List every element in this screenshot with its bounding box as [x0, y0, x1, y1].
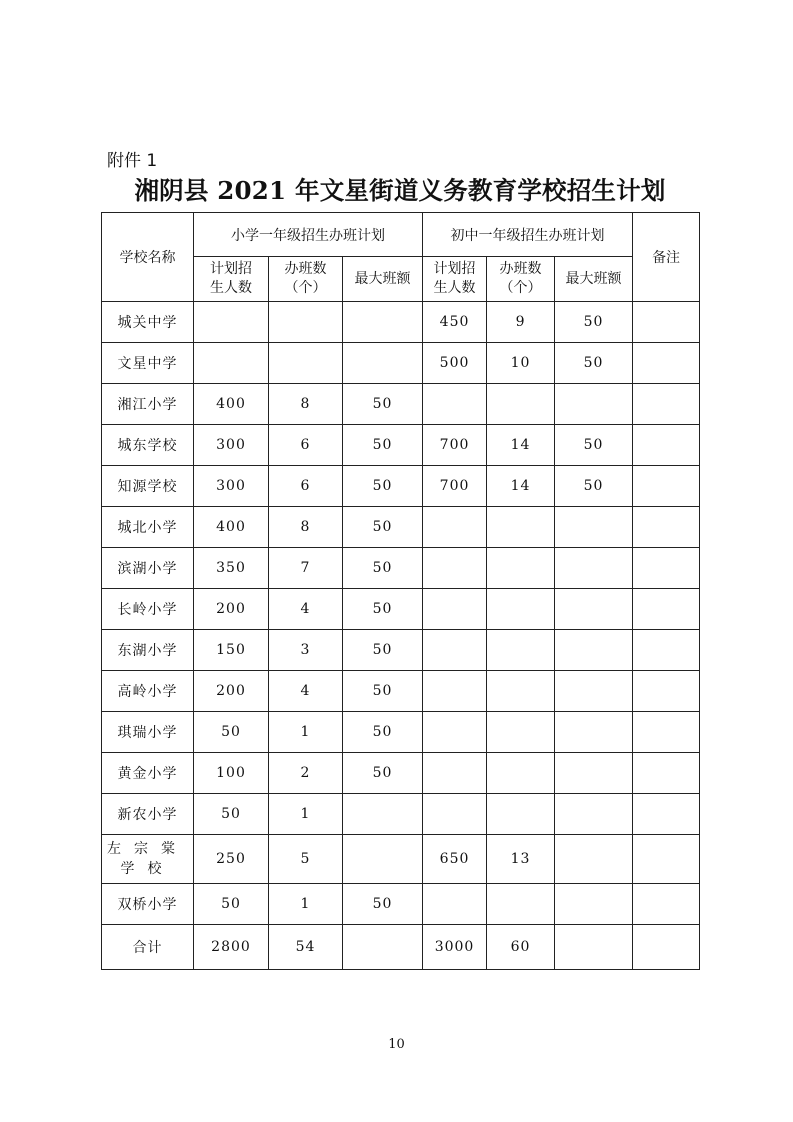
primary-max-cell: 50 — [343, 384, 423, 425]
junior-classes-cell — [487, 589, 555, 630]
remarks-cell — [633, 794, 700, 835]
total-row — [102, 925, 700, 970]
primary-planned-cell: 200 — [194, 671, 269, 712]
junior-classes-cell: 10 — [487, 343, 555, 384]
remarks-cell — [633, 925, 700, 970]
junior-classes-cell — [487, 671, 555, 712]
primary-classes-cell — [269, 302, 343, 343]
junior-max-cell: 50 — [555, 343, 633, 384]
table-row — [102, 884, 700, 925]
primary-classes-cell: 5 — [269, 835, 343, 884]
school-name-cell: 琪瑞小学 — [102, 712, 194, 753]
junior-max-cell: 50 — [555, 425, 633, 466]
primary-planned-header — [194, 257, 269, 302]
remarks-cell — [633, 302, 700, 343]
junior-max-cell — [555, 630, 633, 671]
school-name-cell: 知源学校 — [102, 466, 194, 507]
school-name-cell: 新农小学 — [102, 794, 194, 835]
remarks-cell — [633, 507, 700, 548]
header-row-group — [102, 213, 700, 257]
junior-classes-cell: 14 — [487, 425, 555, 466]
table-row — [102, 384, 700, 425]
junior-planned-cell: 450 — [423, 302, 487, 343]
primary-classes-cell — [269, 343, 343, 384]
table-row — [102, 753, 700, 794]
school-name-cell: 文星中学 — [102, 343, 194, 384]
header-text: （个） — [284, 280, 327, 296]
primary-classes-cell: 1 — [269, 712, 343, 753]
junior-max-cell: 50 — [555, 466, 633, 507]
junior-planned-cell: 650 — [423, 835, 487, 884]
primary-max-cell — [343, 343, 423, 384]
header-text: 办班数 — [499, 261, 542, 277]
header-text: 生人数 — [210, 280, 252, 296]
primary-classes-cell: 3 — [269, 630, 343, 671]
junior-planned-cell — [423, 548, 487, 589]
primary-classes-cell: 6 — [269, 466, 343, 507]
school-name-cell: 滨湖小学 — [102, 548, 194, 589]
junior-classes-cell: 60 — [487, 925, 555, 970]
junior-group-header: 初中一年级招生办班计划 — [423, 213, 633, 257]
junior-planned-cell — [423, 630, 487, 671]
junior-max-cell — [555, 548, 633, 589]
primary-classes-cell: 54 — [269, 925, 343, 970]
remarks-cell — [633, 712, 700, 753]
primary-max-cell: 50 — [343, 507, 423, 548]
header-text: 计划招 — [433, 261, 476, 277]
junior-classes-cell: 14 — [487, 466, 555, 507]
primary-planned-cell — [194, 302, 269, 343]
remarks-cell — [633, 671, 700, 712]
school-name-cell: 湘江小学 — [102, 384, 194, 425]
primary-classes-cell: 1 — [269, 794, 343, 835]
primary-planned-cell: 150 — [194, 630, 269, 671]
remarks-cell — [633, 343, 700, 384]
junior-planned-cell: 3000 — [423, 925, 487, 970]
primary-planned-cell: 250 — [194, 835, 269, 884]
remarks-cell — [633, 548, 700, 589]
junior-max-cell — [555, 794, 633, 835]
table-row — [102, 425, 700, 466]
school-name-cell: 合计 — [102, 925, 194, 970]
page-number: 10 — [388, 1037, 405, 1052]
school-name-cell: 黄金小学 — [102, 753, 194, 794]
primary-planned-cell: 50 — [194, 712, 269, 753]
primary-classes-cell: 2 — [269, 753, 343, 794]
junior-max-cell — [555, 835, 633, 884]
primary-max-cell: 50 — [343, 630, 423, 671]
primary-max-cell — [343, 925, 423, 970]
enrollment-plan-table — [101, 212, 700, 970]
junior-classes-cell: 9 — [487, 302, 555, 343]
primary-classes-cell: 1 — [269, 884, 343, 925]
school-name-cell: 长岭小学 — [102, 589, 194, 630]
header-text: 生人数 — [433, 280, 476, 296]
primary-max-cell — [343, 835, 423, 884]
junior-classes-cell — [487, 884, 555, 925]
junior-max-cell — [555, 589, 633, 630]
school-name-cell: 东湖小学 — [102, 630, 194, 671]
remarks-cell — [633, 884, 700, 925]
junior-planned-cell — [423, 589, 487, 630]
primary-max-cell — [343, 302, 423, 343]
junior-planned-cell — [423, 884, 487, 925]
school-name-header: 学校名称 — [102, 213, 194, 302]
header-text: （个） — [499, 280, 542, 296]
primary-max-cell: 50 — [343, 712, 423, 753]
remarks-cell — [633, 753, 700, 794]
primary-planned-cell: 200 — [194, 589, 269, 630]
primary-max-cell: 50 — [343, 589, 423, 630]
junior-classes-cell — [487, 548, 555, 589]
primary-max-cell: 50 — [343, 548, 423, 589]
table-row — [102, 466, 700, 507]
junior-planned-cell — [423, 712, 487, 753]
header-text: 计划招 — [210, 261, 252, 277]
junior-planned-cell — [423, 671, 487, 712]
primary-planned-cell: 50 — [194, 794, 269, 835]
junior-classes-cell — [487, 384, 555, 425]
primary-max-cell: 50 — [343, 753, 423, 794]
primary-planned-cell: 50 — [194, 884, 269, 925]
remarks-cell — [633, 835, 700, 884]
header-text: 办班数 — [284, 261, 327, 277]
junior-max-header: 最大班额 — [555, 257, 633, 302]
junior-planned-cell — [423, 794, 487, 835]
remarks-cell — [633, 384, 700, 425]
junior-planned-header — [423, 257, 487, 302]
table-row — [102, 507, 700, 548]
junior-classes-cell — [487, 630, 555, 671]
document-title: 湘阴县 2021 年文星街道义务教育学校招生计划 — [134, 176, 666, 205]
table-row — [102, 671, 700, 712]
table-row — [102, 548, 700, 589]
primary-classes-cell: 4 — [269, 589, 343, 630]
primary-planned-cell: 400 — [194, 384, 269, 425]
table-row — [102, 712, 700, 753]
junior-classes-cell — [487, 507, 555, 548]
primary-planned-cell: 300 — [194, 425, 269, 466]
primary-max-cell: 50 — [343, 466, 423, 507]
junior-max-cell — [555, 507, 633, 548]
table-row — [102, 630, 700, 671]
junior-planned-cell — [423, 384, 487, 425]
primary-classes-cell: 4 — [269, 671, 343, 712]
school-name-cell: 双桥小学 — [102, 884, 194, 925]
table-row — [102, 302, 700, 343]
school-name-cell: 城东学校 — [102, 425, 194, 466]
table-row — [102, 794, 700, 835]
primary-classes-cell: 8 — [269, 384, 343, 425]
junior-planned-cell: 700 — [423, 466, 487, 507]
primary-group-header: 小学一年级招生办班计划 — [194, 213, 423, 257]
junior-classes-header — [487, 257, 555, 302]
attachment-label: 附件 1 — [107, 151, 158, 171]
remarks-cell — [633, 589, 700, 630]
primary-planned-cell — [194, 343, 269, 384]
primary-planned-cell: 400 — [194, 507, 269, 548]
junior-classes-cell — [487, 794, 555, 835]
junior-max-cell — [555, 884, 633, 925]
primary-planned-cell: 350 — [194, 548, 269, 589]
primary-max-cell: 50 — [343, 425, 423, 466]
junior-max-cell — [555, 671, 633, 712]
primary-max-cell: 50 — [343, 671, 423, 712]
remarks-cell — [633, 425, 700, 466]
junior-max-cell — [555, 925, 633, 970]
junior-classes-cell — [487, 712, 555, 753]
junior-max-cell — [555, 712, 633, 753]
remarks-cell — [633, 630, 700, 671]
primary-planned-cell: 300 — [194, 466, 269, 507]
school-name-cell: 城关中学 — [102, 302, 194, 343]
remarks-header: 备注 — [633, 213, 700, 302]
primary-classes-cell: 8 — [269, 507, 343, 548]
school-name-cell: 左宗棠学校 — [102, 835, 194, 884]
table-row — [102, 589, 700, 630]
primary-planned-cell: 100 — [194, 753, 269, 794]
junior-classes-cell — [487, 753, 555, 794]
school-name-cell: 城北小学 — [102, 507, 194, 548]
primary-classes-cell: 6 — [269, 425, 343, 466]
junior-max-cell: 50 — [555, 302, 633, 343]
primary-classes-header — [269, 257, 343, 302]
primary-classes-cell: 7 — [269, 548, 343, 589]
junior-planned-cell — [423, 753, 487, 794]
junior-max-cell — [555, 384, 633, 425]
primary-planned-cell: 2800 — [194, 925, 269, 970]
junior-planned-cell: 500 — [423, 343, 487, 384]
junior-planned-cell — [423, 507, 487, 548]
junior-max-cell — [555, 753, 633, 794]
primary-max-header: 最大班额 — [343, 257, 423, 302]
table-row — [102, 835, 700, 884]
remarks-cell — [633, 466, 700, 507]
junior-planned-cell: 700 — [423, 425, 487, 466]
school-name-cell: 高岭小学 — [102, 671, 194, 712]
primary-max-cell: 50 — [343, 884, 423, 925]
primary-max-cell — [343, 794, 423, 835]
table-row — [102, 343, 700, 384]
junior-classes-cell: 13 — [487, 835, 555, 884]
